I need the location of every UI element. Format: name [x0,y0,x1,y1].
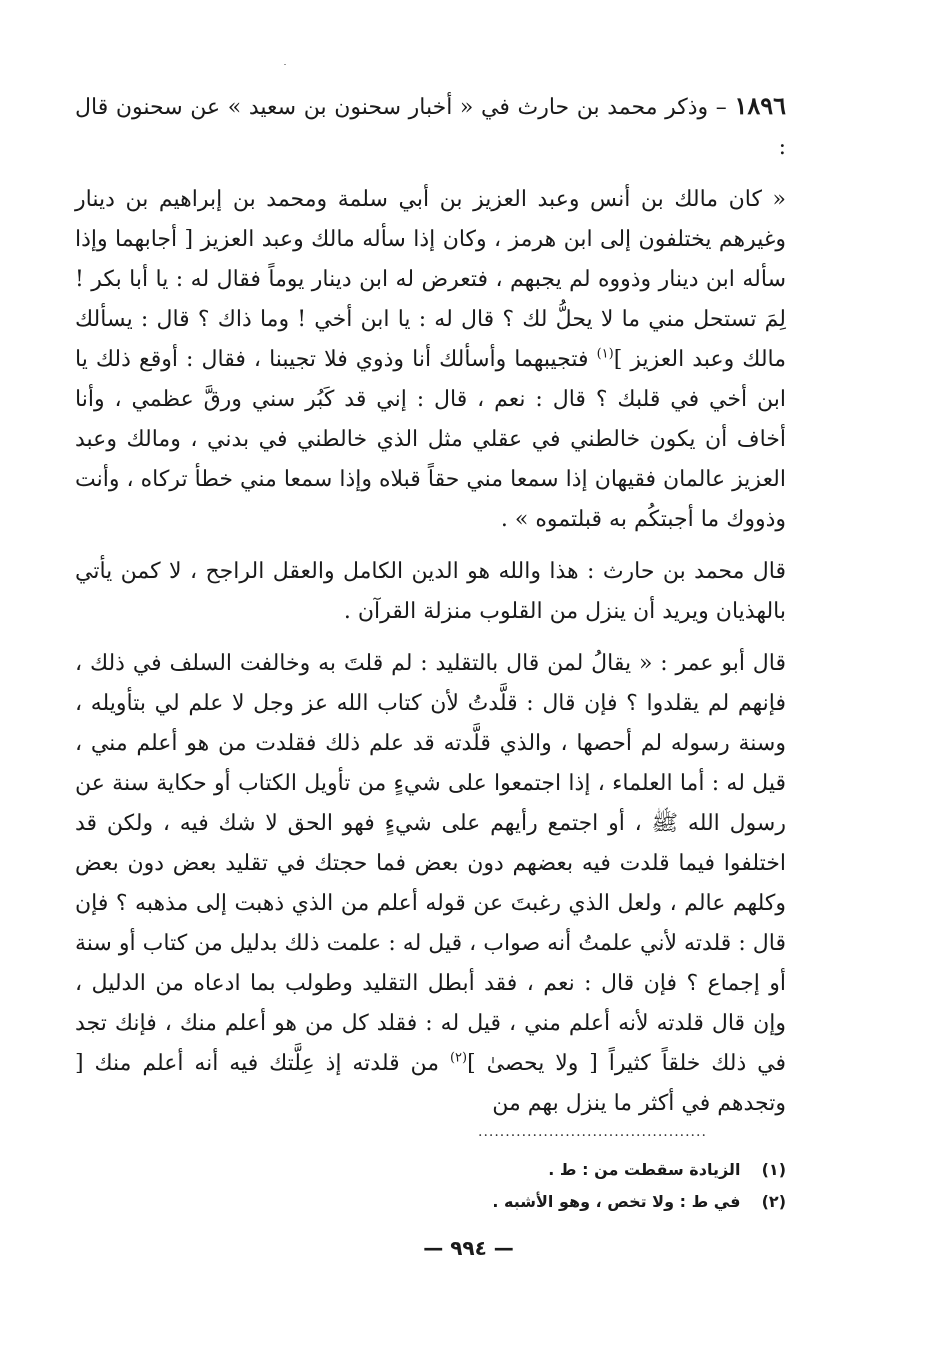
quote-text-a: « كان مالك بن أنس وعبد العزيز بن أبي سلمة ومحمد بن إبراهيم بن دينار وغيرهم يختلفون إلى ابن هرمز ، وكان إذا سأله مالك وعبد العزيز [ أجابهما وإذا سأله ابن دينار وذووه لم يجبهم ، فتعرض له ابن دينار يوماً فقال له : يا أبا بكر ! لِمَ تستحل مني ما لا يحلُّ لك ؟ قال له : يا ابن أخي ! وما ذاك ؟ قال : يسألك مالك وعبد العزيز ] [75,187,787,372]
footnote-mark: (١) [761,1160,786,1179]
footnote-text: في ط : ولا تخص ، وهو الأشبه . [492,1192,741,1211]
footnote-text: الزيادة سقطت من : ط . [548,1160,741,1179]
footnote-mark: (٢) [761,1192,786,1211]
entry-number: ١٨٩٦ [734,91,787,120]
page-number: — ٩٩٤ — [423,1236,514,1260]
abu-umar-text-b: من قلدته إذ عِلَّتك فيه أنه أعلم منك [ وتجدهم في أكثر ما ينزل بهم من [75,1051,786,1116]
footnote-2 [200,1186,786,1218]
main-text [75,86,786,1124]
paragraph-quote [75,180,786,540]
paragraph-commentary: قال محمد بن حارث : هذا والله هو الدين الكامل والعقل الراجح ، لا كمن يأتي بالهذيان ويريد أن ينزل من القلوب منزلة القرآن . [75,559,786,624]
footnote-1 [200,1154,786,1186]
intro-text: – وذكر محمد بن حارث في « أخبار سحنون بن سعيد » عن سحنون قال : [75,95,786,160]
abu-umar-text-a: قال أبو عمر : « يقالُ لمن قال بالتقليد : لم قلتَ به وخالفت السلف في ذلك ، فإنهم لم يقلدوا ؟ فإن قال : قلَّدتُ لأن كتاب الله عز وجل لا علم لي بتأويله ، وسنة رسوله لم أحصها ، والذي قلَّدته قد علم ذلك فقلدت من هو أعلم مني ، قيل له : أما العلماء ، إذا اجتمعوا على شيءٍ من تأويل الكتاب أو حكاية سنة عن رسول الله ﷺ ، أو اجتمع رأيهم على شيءٍ فهو الحق لا شك فيه ، ولكن قد اختلفوا فيما قلدت فيه بعضهم دون بعض فما حجتك في تقليد بعض دون بعض وكلهم عالم ، ولعل الذي رغبتَ عن قوله أعلم من الذي ذهبت إلى مذهبه ؟ فإن قال : قلدته لأني علمتُ أنه صواب ، قيل له : علمت ذلك بدليل من كتاب أو سنة أو إجماع ؟ فإن قال : نعم ، فقد أبطل التقليد وطولب بما ادعاه من الدليل ، وإن قال قلدته لأنه أعلم مني ، قيل له : فقلد كل من هو أعلم منك ، فإنك تجد في ذلك خلقاً كثيراً [ ولا يحصىٰ ] [75,651,787,1076]
quote-text-b: فتجيبهما وأسألك أنا وذوي فلا تجيبنا ، فقال : أوقع ذلك يا ابن أخي في قلبك ؟ قال : نعم ، قال : إني قد كَبُر سني ورقَّ عظمي ، وأنا أخاف أن يكون خالطني في عقلي مثل الذي خالطني في بدني ، ومالك وعبد العزيز عالمان فقيهان إذا سمعا مني حقاً قبلاه وإذا سمعا مني خطأ تركاه ، وأنت وذووك ما أجبتكُم به قبلتموه » . [75,347,786,532]
footnote-ref-1: (١) [596,346,614,362]
footnote-separator: .......................................... [478,1124,707,1140]
paragraph-intro [75,86,786,168]
footnote-ref-2: (٢) [449,1050,468,1066]
paragraph-abu-umar [75,644,786,1124]
scan-speck [284,64,286,65]
footnotes [200,1154,786,1218]
